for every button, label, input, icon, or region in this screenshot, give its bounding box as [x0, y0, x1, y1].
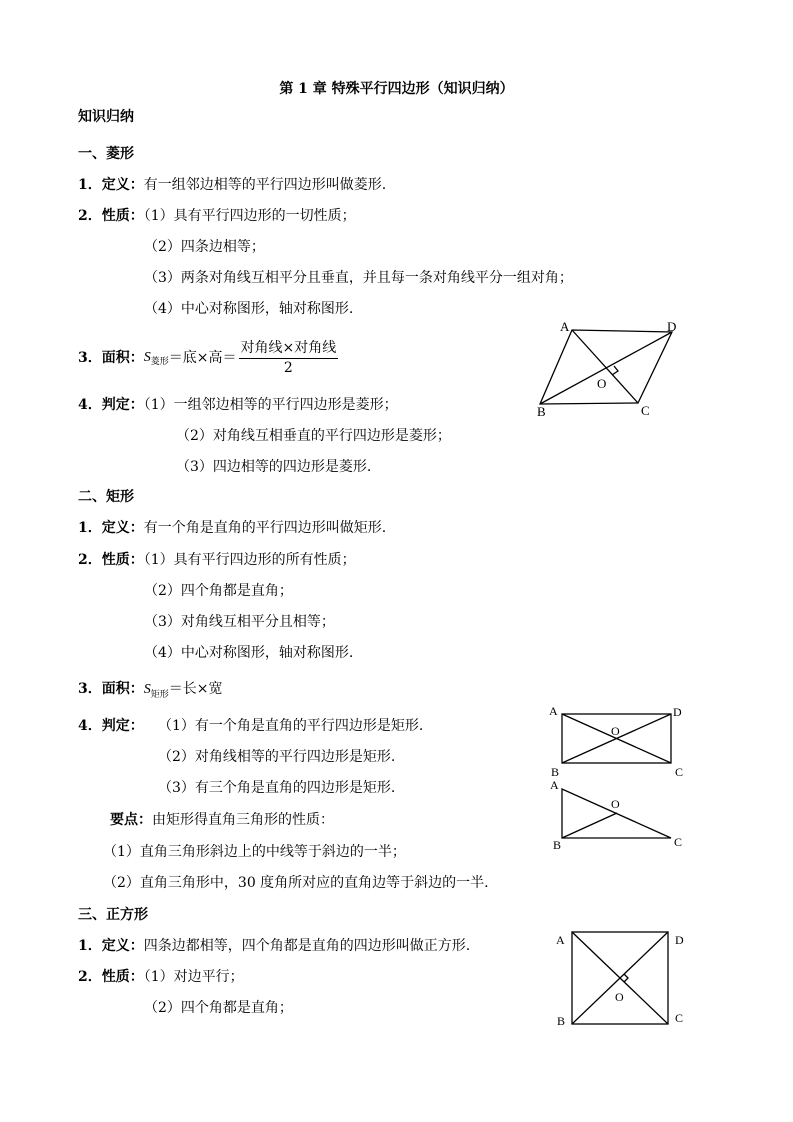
rectangle-property-4: （4）中心对称图形，轴对称图形.: [144, 645, 354, 661]
fraction-numerator: 对角线×对角线: [239, 340, 339, 359]
definition-text: 有一组邻边相等的平行四边形叫做菱形.: [143, 177, 387, 193]
label-c: C: [675, 765, 684, 779]
definition-text: 四条边都相等，四个角都是直角的四边形叫做正方形.: [143, 938, 471, 954]
area-symbol: S: [143, 350, 151, 365]
label-b: B: [557, 1014, 566, 1028]
area-fraction: [239, 340, 339, 377]
rhombus-judgement-1: [78, 396, 398, 414]
property-text: （1）具有平行四边形的一切性质；: [143, 208, 356, 224]
rhombus-property-2: （2）四条边相等；: [144, 239, 265, 255]
area-label: 3．面积：: [78, 350, 144, 366]
area-expression: ＝长×宽: [168, 681, 223, 697]
label-a: A: [550, 778, 559, 792]
definition-text: 有一个角是直角的平行四边形叫做矩形.: [143, 520, 387, 536]
area-expression: ＝底×高＝: [168, 350, 237, 366]
label-o: O: [597, 376, 607, 391]
rectangle-property-3: （3）对角线互相平分且相等；: [144, 614, 335, 630]
property-label: 2．性质：: [78, 208, 144, 224]
rhombus-definition: [78, 176, 386, 194]
rectangle-judgement-2: （2）对角线相等的平行四边形是矩形.: [158, 749, 396, 765]
label-b: B: [551, 765, 560, 779]
key-point-1: （1）直角三角形斜边上的中线等于斜边的一半；: [103, 844, 406, 860]
rectangle-area: [78, 680, 223, 700]
judgement-label: 4．判定：: [78, 718, 144, 734]
area-subscript: 矩形: [150, 690, 169, 700]
property-label: 2．性质：: [78, 552, 144, 568]
square-property-1: [78, 968, 244, 986]
label-c: C: [675, 1011, 684, 1025]
triangle-median: [562, 813, 617, 838]
rectangle-property-1: [78, 551, 356, 569]
label-d: D: [667, 319, 677, 334]
rectangle-definition: [78, 519, 386, 537]
key-label: 要点：: [110, 812, 152, 828]
rhombus-property-1: [78, 207, 356, 225]
definition-label: 1．定义：: [78, 938, 144, 954]
key-text: 由矩形得直角三角形的性质：: [152, 812, 334, 828]
section-rhombus: 一、菱形: [78, 146, 134, 162]
property-text: （1）对边平行；: [143, 969, 244, 985]
right-triangle-figure: [545, 778, 695, 850]
rhombus-diagonal-bd: [540, 332, 672, 404]
rhombus-judgement-3: （3）四边相等的四边形是菱形.: [176, 459, 372, 475]
rectangle-judgement-label: [78, 717, 144, 735]
label-a: A: [556, 933, 565, 947]
rectangle-figure: [545, 702, 695, 782]
property-text: （1）具有平行四边形的所有性质；: [143, 552, 356, 568]
label-o: O: [611, 797, 620, 811]
square-property-2: （2）四个角都是直角；: [144, 1000, 293, 1016]
label-a: A: [560, 319, 570, 334]
rhombus-figure: [530, 318, 690, 423]
label-c: C: [641, 403, 650, 418]
label-c: C: [674, 835, 683, 849]
judgement-text: （1）一组邻边相等的平行四边形是菱形；: [143, 397, 398, 413]
rhombus-area: [78, 337, 338, 379]
label-a: A: [549, 704, 558, 718]
area-symbol: S: [143, 682, 151, 697]
right-angle-mark: [624, 974, 628, 982]
fraction-denominator: 2: [283, 359, 293, 376]
key-point-2: （2）直角三角形中，30 度角所对应的直角边等于斜边的一半.: [103, 875, 489, 891]
label-b: B: [537, 404, 546, 419]
page-title: 第 1 章 特殊平行四边形（知识归纳）: [279, 81, 514, 97]
judgement-label: 4．判定：: [78, 397, 144, 413]
rectangle-property-2: （2）四个角都是直角；: [144, 583, 293, 599]
label-b: B: [553, 838, 562, 850]
section-rectangle: 二、矩形: [78, 489, 134, 505]
property-label: 2．性质：: [78, 969, 144, 985]
section-square: 三、正方形: [78, 907, 148, 923]
area-label: 3．面积：: [78, 681, 144, 697]
right-angle-mark: [612, 366, 618, 375]
rhombus-property-4: （4）中心对称图形，轴对称图形.: [144, 301, 354, 317]
key-points-heading: [110, 811, 334, 829]
label-d: D: [673, 705, 682, 719]
summary-heading: 知识归纳: [78, 109, 134, 125]
rectangle-judgement-1: （1）有一个角是直角的平行四边形是矩形.: [158, 718, 424, 734]
rectangle-judgement-3: （3）有三个角是直角的四边形是矩形.: [158, 780, 396, 796]
area-subscript: 菱形: [150, 357, 169, 367]
rhombus-judgement-2: （2）对角线互相垂直的平行四边形是菱形；: [176, 428, 451, 444]
definition-label: 1．定义：: [78, 177, 144, 193]
definition-label: 1．定义：: [78, 520, 144, 536]
rhombus-diagonal-ac: [572, 330, 638, 403]
label-d: D: [675, 933, 684, 947]
square-figure: [548, 922, 698, 1034]
label-o: O: [615, 990, 624, 1004]
label-o: O: [611, 724, 620, 738]
rhombus-property-3: （3）两条对角线互相平分且垂直，并且每一条对角线平分一组对角；: [144, 270, 573, 286]
square-definition: [78, 937, 470, 955]
